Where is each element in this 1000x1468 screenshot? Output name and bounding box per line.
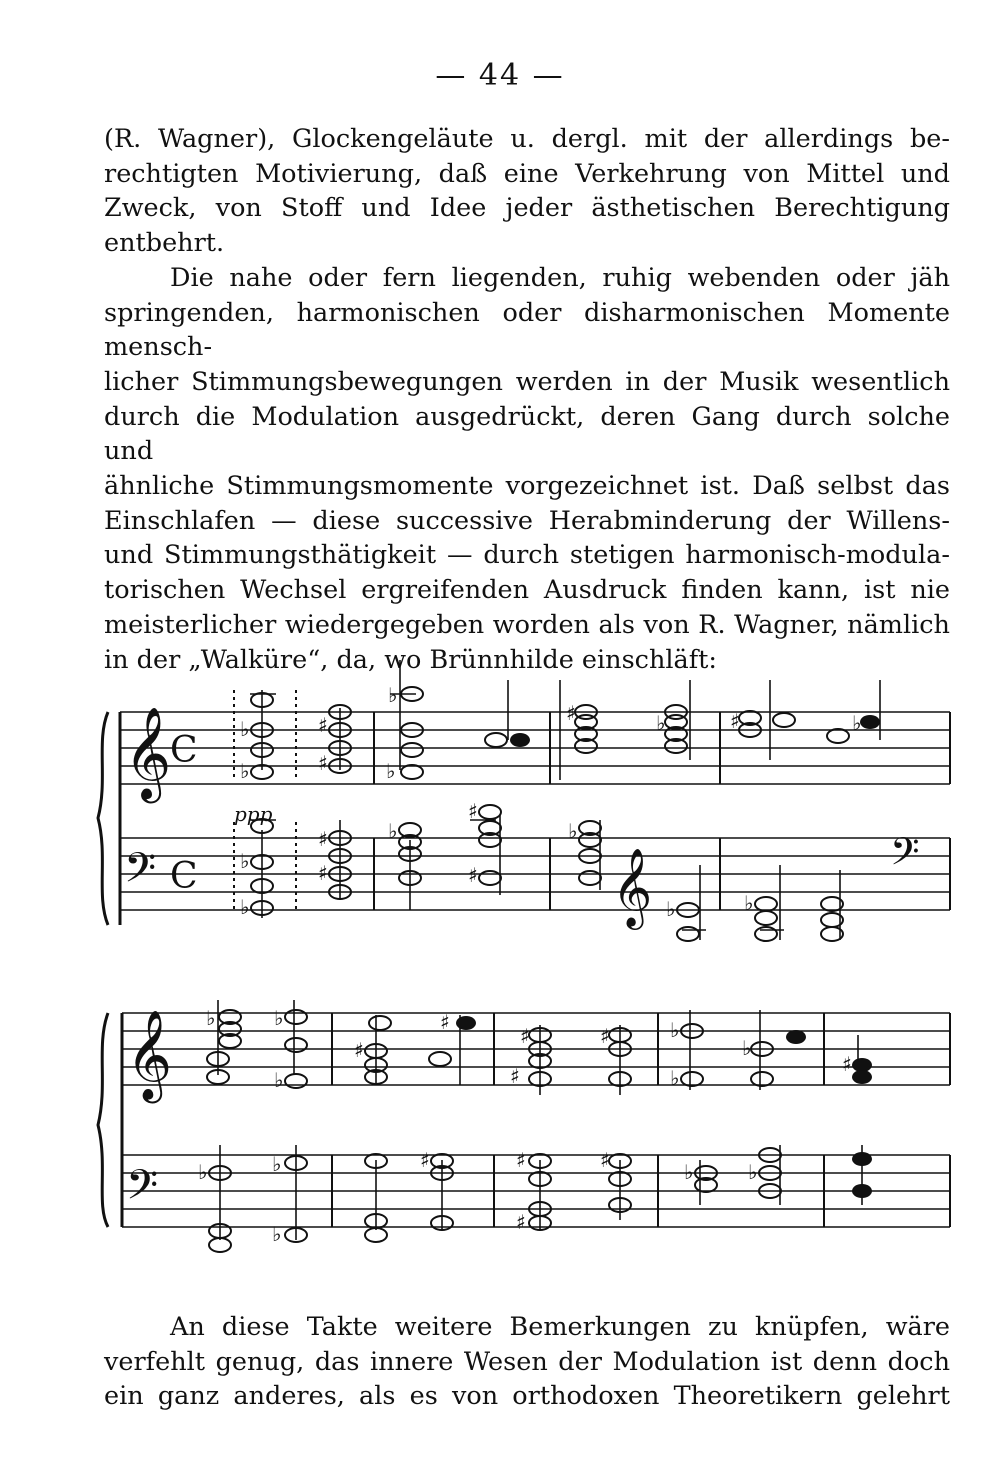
music-notation-image (0, 650, 1000, 950)
svg-text:♭: ♭ (240, 895, 250, 919)
music-system-1 (0, 650, 1000, 950)
svg-text:♯: ♯ (468, 863, 478, 887)
svg-text:♭: ♭ (240, 759, 250, 783)
svg-text:♯: ♯ (318, 751, 328, 775)
music-system-2 (0, 995, 1000, 1275)
svg-text:♭: ♭ (684, 1160, 694, 1184)
svg-text:♯: ♯ (566, 701, 576, 725)
svg-text:♭: ♭ (670, 1018, 680, 1042)
text-line: (R. Wagner), Glockengeläute u. dergl. mit der allerdings be- (104, 124, 950, 154)
svg-text:C: C (170, 730, 198, 771)
svg-text:♭: ♭ (198, 1160, 208, 1184)
text-line: meisterlicher wiedergegeben worden als von R. Wagner, nämlich (104, 609, 950, 640)
page-number: — 44 — (435, 58, 565, 93)
text-line: Die nahe oder fern liegenden, ruhig webenden oder jäh (170, 262, 950, 293)
svg-text:♯: ♯ (468, 799, 478, 823)
svg-text:♭: ♭ (666, 897, 676, 921)
dynamic-marking: ppp (234, 802, 273, 826)
text-line: entbehrt. (104, 228, 225, 259)
svg-text:♯: ♯ (318, 713, 328, 737)
svg-text:♭: ♭ (388, 819, 398, 843)
svg-text:♭: ♭ (240, 717, 250, 741)
svg-text:♭: ♭ (744, 891, 754, 915)
text-line: licher Stimmungsbewegungen werden in der Musik wesentlich (104, 366, 950, 397)
svg-text:𝄢: 𝄢 (890, 829, 920, 883)
svg-text:♭: ♭ (274, 1068, 284, 1092)
svg-text:𝄞: 𝄞 (126, 1010, 173, 1100)
svg-text:♯: ♯ (730, 709, 740, 733)
svg-text:♯: ♯ (516, 1148, 526, 1172)
svg-text:♭: ♭ (240, 849, 250, 873)
svg-text:♯: ♯ (440, 1010, 450, 1034)
text-line: verfehlt genug, das innere Wesen der Modulation ist denn doch (104, 1346, 950, 1377)
text-line: und Stimmungsthätigkeit — durch stetigen harmonisch-modula- (104, 540, 950, 571)
svg-text:♭: ♭ (656, 711, 666, 735)
text-line: An diese Takte weitere Bemerkungen zu knüpfen, wäre (170, 1312, 950, 1342)
svg-text:♯: ♯ (318, 861, 328, 885)
svg-text:𝄞: 𝄞 (124, 706, 172, 799)
text-line: springenden, harmonischen oder disharmonischen Momente mensch- (104, 297, 950, 363)
svg-text:𝄢: 𝄢 (126, 1161, 159, 1219)
body-text-top (104, 122, 950, 677)
svg-text:♯: ♯ (842, 1052, 852, 1076)
svg-text:♭: ♭ (388, 683, 398, 707)
text-line: Zweck, von Stoff und Idee jeder ästhetischen Berechtigung (104, 193, 950, 224)
text-line: ähnliche Stimmungsmomente vorgezeichnet ist. Daß selbst das (104, 471, 950, 502)
svg-text:♭: ♭ (272, 1152, 282, 1176)
svg-text:♯: ♯ (420, 1148, 430, 1172)
svg-text:♯: ♯ (354, 1038, 364, 1062)
text-line: ein ganz anderes, als es von orthodoxen Theoretikern gelehrt (104, 1381, 950, 1412)
svg-text:♯: ♯ (510, 1064, 520, 1088)
svg-text:𝄞: 𝄞 (612, 848, 653, 927)
svg-text:C: C (170, 856, 198, 897)
svg-text:♭: ♭ (386, 759, 396, 783)
text-line: rechtigten Motivierung, daß eine Verkehrung von Mittel und (104, 158, 950, 189)
svg-text:♯: ♯ (318, 827, 328, 851)
svg-text:𝄢: 𝄢 (124, 844, 157, 902)
text-line: durch die Modulation ausgedrückt, deren Gang durch solche und (104, 401, 950, 467)
svg-text:♭: ♭ (272, 1222, 282, 1246)
svg-text:♭: ♭ (568, 819, 578, 843)
svg-text:♭: ♭ (742, 1036, 752, 1060)
svg-text:♯: ♯ (600, 1024, 610, 1048)
svg-text:♯: ♯ (520, 1024, 530, 1048)
music-notation-image (0, 995, 1000, 1275)
svg-text:♭: ♭ (206, 1006, 216, 1030)
svg-text:♭: ♭ (670, 1066, 680, 1090)
text-line: Einschlafen — diese successive Herabminderung der Willens- (104, 505, 950, 536)
svg-text:♭: ♭ (274, 1006, 284, 1030)
text-line: torischen Wechsel ergreifenden Ausdruck finden kann, ist nie (104, 575, 950, 606)
text-line: in der „Walküre“, da, wo Brünnhilde einschläft: (104, 644, 718, 675)
svg-text:♭: ♭ (852, 711, 862, 735)
svg-text:♭: ♭ (748, 1160, 758, 1184)
body-text-bottom (104, 1310, 950, 1414)
svg-text:♯: ♯ (600, 1148, 610, 1172)
svg-text:♯: ♯ (516, 1210, 526, 1234)
